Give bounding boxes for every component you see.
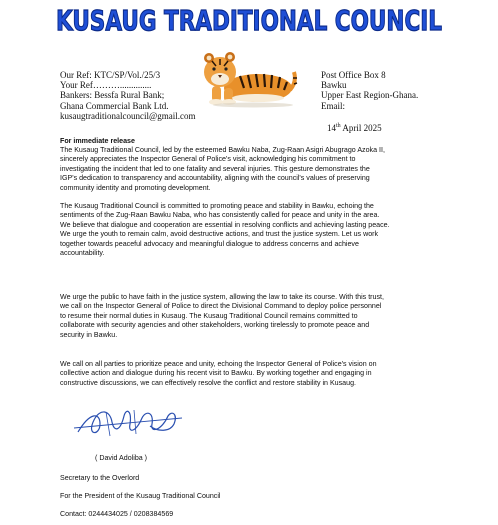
bank-2: Ghana Commercial Bank Ltd.	[60, 100, 169, 111]
paragraph-line: to resume their normal duties in Kusaug. The Kusaug Traditional Council remains committed to	[60, 311, 358, 320]
paragraph-3	[60, 293, 454, 340]
paragraph-line: collective action and dialogue during his recent visit to Bawku. By working together and engaging in	[60, 369, 372, 378]
paragraph-line: We urge the public to have faith in the justice system, allowing the law to take its course. With this trust,	[60, 293, 384, 301]
paragraph-line: The Kusaug Traditional Council, led by the esteemed Bawku Naba, Zug-Raan Asigri Abugrago Azoka II,	[60, 146, 385, 154]
paragraph-line: investigating the incident that led to one fatality and several injuries. This gesture demonstrates the	[60, 164, 370, 173]
handwritten-signature	[70, 402, 188, 442]
paragraph-line: community identity and promoting development.	[60, 183, 211, 192]
paragraph-line: sentiments of the Zug-Raan Bawku Naba, who has consistently called for peace and unity in the area.	[60, 211, 380, 220]
paragraph-line: security in Bawku.	[60, 330, 118, 339]
email-label: Email:	[321, 100, 345, 111]
paragraph-line: sincerely appreciates the Inspector General of Police's visit, acknowledging his commitment to	[60, 155, 356, 164]
region: Upper East Region-Ghana.	[321, 90, 419, 101]
contact-numbers: Contact: 0244434025 / 0208384569	[60, 510, 174, 518]
paragraph-line: collaborate with security agencies and other stakeholders, working tirelessly to promote peace and	[60, 321, 370, 330]
paragraph-line: constructive discussions, we can effectively resolve the conflict and restore stability in Kusaug.	[60, 378, 356, 387]
paragraph-line: we call on the Inspector General of Police to direct the Divisional Command to deploy police personnel	[60, 302, 382, 311]
paragraph-line: We urge the youth to remain calm, avoid destructive actions, and trust the justice system. Let us work	[60, 230, 379, 239]
reference-block	[60, 70, 270, 121]
paragraph-line: The Kusaug Traditional Council is committed to promoting peace and stability in Bawku, echoing the	[60, 202, 374, 210]
signer-name: ( David Adoliba )	[95, 454, 148, 462]
paragraph-line: accountability.	[60, 249, 105, 258]
address-block	[321, 70, 481, 111]
council-email: kusaugtraditionalcouncil@gmail.com	[60, 110, 196, 121]
paragraph-2	[60, 202, 454, 258]
letterhead-title-text: KUSAUG TRADITIONAL COUNCIL	[56, 4, 443, 34]
paragraph-line: IGP's dedication to transparency and accountability, aligning with the council's values of preserving	[60, 174, 370, 183]
paragraph-4	[60, 360, 454, 388]
paragraph-line: We call on all parties to prioritize peace and unity, echoing the Inspector General of Police's vision on	[60, 360, 377, 368]
signer-on-behalf: For the President of the Kusaug Traditional Council	[60, 492, 221, 500]
letterhead-title-graphic	[54, 4, 444, 34]
date-rest: April 2025	[340, 123, 382, 133]
bankers: Bankers: Bessfa Rural Bank;	[60, 90, 165, 101]
town: Bawku	[321, 80, 347, 91]
paragraph-1	[60, 146, 454, 193]
date-day: 14	[327, 123, 336, 133]
signature-scribble	[70, 402, 188, 442]
letterhead-title	[54, 4, 444, 34]
signer-office: Secretary to the Overlord	[60, 474, 140, 482]
our-ref: Our Ref: KTC/SP/Vol./25/3	[60, 70, 161, 80]
your-ref: Your Ref………..............	[60, 80, 152, 91]
po-box: Post Office Box 8	[321, 70, 386, 80]
letter-date	[327, 123, 467, 133]
paragraph-line: We believe that dialogue and cooperation are essential in resolving conflicts and achieving lasting peace.	[60, 220, 390, 229]
date-suffix: th	[336, 123, 341, 129]
release-heading: For immediate release	[60, 137, 135, 145]
paragraph-line: together towards peaceful advocacy and meaningful dialogue to address concerns and achieve	[60, 239, 359, 248]
